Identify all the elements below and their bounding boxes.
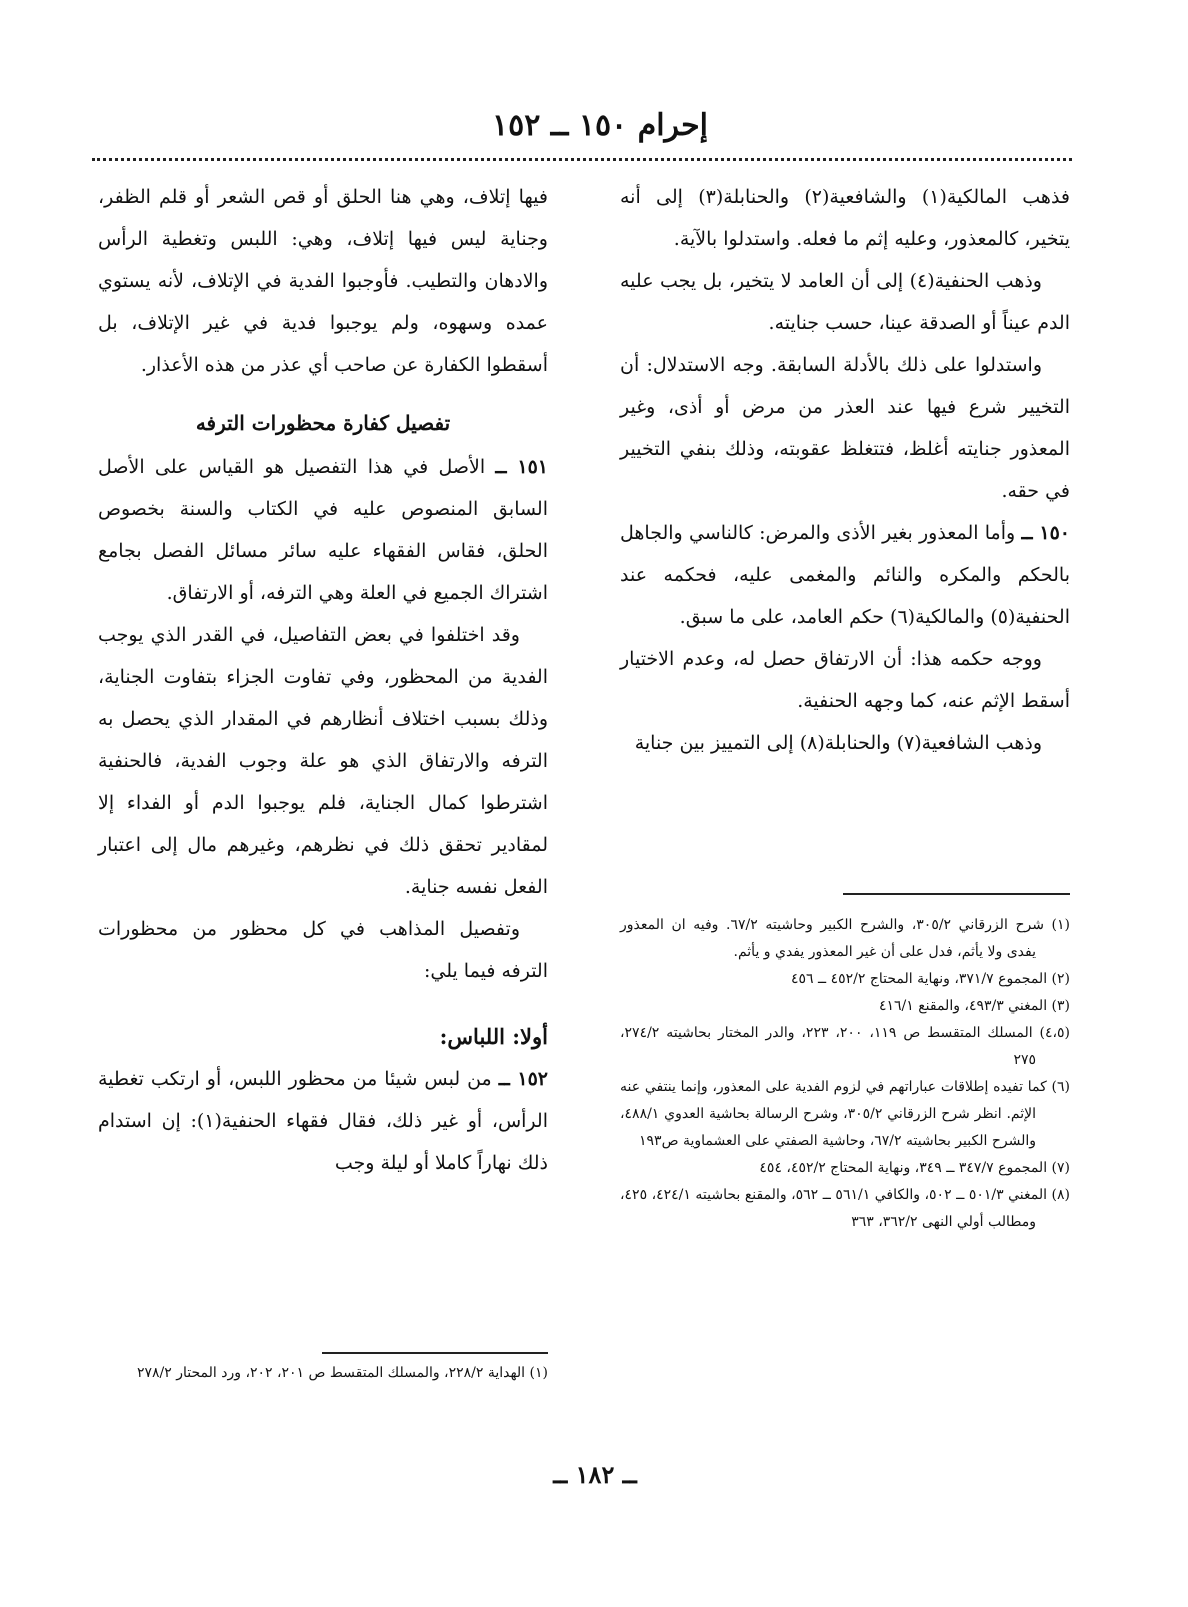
header-dotted-rule <box>92 158 1072 161</box>
footnotes-right <box>620 912 1070 1236</box>
section-number: ١٥١ ــ <box>495 456 548 478</box>
footnote: (٤،٥) المسلك المتقسط ص ١١٩، ٢٠٠، ٢٢٣، والدر المختار بحاشيته ٢٧٤/٢، ٢٧٥ <box>620 1025 1070 1068</box>
section-heading: تفصيل كفارة محظورات الترفه <box>195 411 451 435</box>
paragraph: فذهب المالكية(١) والشافعية(٢) والحنابلة(٣) إلى أنه يتخير، كالمعذور، وعليه إثم ما فعله. واستدلوا بالآية. <box>620 186 1070 250</box>
section-text: وأما المعذور بغير الأذى والمرض: كالناسي والجاهل بالحكم والمكره والنائم والمغمى عليه، فحكمه عند الحنفية(٥) والمالكية(٦) حكم العامد، على ما سبق. <box>620 522 1070 628</box>
footnotes-left <box>98 1360 548 1387</box>
paragraph: وذهب الحنفية(٤) إلى أن العامد لا يتخير، بل يجب عليه الدم عيناً أو الصدقة عينا، حسب جنايته. <box>620 270 1070 334</box>
footnote-divider <box>322 1352 548 1354</box>
right-column <box>620 176 1070 764</box>
section-152 <box>98 1058 548 1184</box>
section-text: الأصل في هذا التفصيل هو القياس على الأصل السابق المنصوص عليه في الكتاب والسنة بخصوص الحلق، فقاس الفقهاء عليه سائر مسائل الفصل بجامع اشتراك الجميع في العلة وهي الترفه، أو الارتفاق. <box>98 456 548 604</box>
subsection-heading: أولا: اللباس: <box>439 1024 548 1049</box>
paragraph: وتفصيل المذاهب في كل محظور من محظورات الترفه فيما يلي: <box>98 918 548 982</box>
footnote-divider <box>843 893 1070 895</box>
section-number: ١٥٠ ــ <box>1021 522 1071 544</box>
footnote: (٨) المغني ٥٠١/٣ ــ ٥٠٢، والكافي ٥٦١/١ ــ ٥٦٢، والمقنع بحاشيته ٤٢٤/١، ٤٢٥، ومطالب أولي النهى ٣٦٢/٢، ٣٦٣ <box>620 1187 1071 1230</box>
left-column <box>98 176 548 1184</box>
paragraph: واستدلوا على ذلك بالأدلة السابقة. وجه الاستدلال: أن التخيير شرع فيها عند العذر من مرض أو أذى، وغير المعذور جنايته أغلظ، فتتغلظ عقوبته، وذلك بنفي التخيير في حقه. <box>620 354 1070 502</box>
section-150 <box>620 512 1070 638</box>
page-number: ــ ١٨٢ ــ <box>553 1460 637 1489</box>
footnote: (٣) المغني ٤٩٣/٣، والمقنع ٤١٦/١ <box>878 998 1070 1014</box>
footnote: (٦) كما تفيده إطلاقات عباراتهم في لزوم الفدية على المعذور، وإنما ينتفي عنه الإثم. انظر شرح الزرقاني ٣٠٥/٢، وشرح الرسالة بحاشية العدوي ٤٨٨/١، والشرح الكبير بحاشيته ٦٧/٢، وحاشية الصفتي على العشماوية ص١٩٣ <box>620 1079 1070 1149</box>
footnote: (١) شرح الزرقاني ٣٠٥/٢، والشرح الكبير وحاشيته ٦٧/٢. وفيه ان المعذور يفدى ولا يأثم، فدل على أن غير المعذور يفدي و يأثم. <box>620 917 1070 960</box>
paragraph: ووجه حكمه هذا: أن الارتفاق حصل له، وعدم الاختيار أسقط الإثم عنه، كما وجهه الحنفية. <box>620 648 1070 712</box>
paragraph: وذهب الشافعية(٧) والحنابلة(٨) إلى التمييز بين جناية <box>634 732 1042 754</box>
page-header: إحرام ١٥٠ ــ ١٥٢ <box>492 108 708 143</box>
paragraph: فيها إتلاف، وهي هنا الحلق أو قص الشعر أو قلم الظفر، وجناية ليس فيها إتلاف، وهي: اللبس وتغطية الرأس والادهان والتطيب. فأوجبوا الفدية في الإتلاف، لأنه يستوي عمده وسهوه، ولم يوجبوا فدية في غير الإتلاف، بل أسقطوا الكفارة عن صاحب أي عذر من هذه الأعذار. <box>98 186 548 376</box>
section-number: ١٥٢ ــ <box>498 1068 548 1090</box>
section-text: من لبس شيئا من محظور اللبس، أو ارتكب تغطية الرأس، أو غير ذلك، فقال فقهاء الحنفية(١): إن استدام ذلك نهاراً كاملا أو ليلة وجب <box>98 1068 548 1174</box>
footnote: (٢) المجموع ٣٧١/٧، ونهاية المحتاج ٤٥٢/٢ ــ ٤٥٦ <box>790 971 1070 987</box>
footnote: (٧) المجموع ٣٤٧/٧ ــ ٣٤٩، ونهاية المحتاج ٤٥٢/٢، ٤٥٤ <box>759 1160 1070 1176</box>
section-151 <box>98 446 548 614</box>
footnote: (١) الهداية ٢٢٨/٢، والمسلك المتقسط ص ٢٠١، ٢٠٢، ورد المحتار ٢٧٨/٢ <box>137 1365 548 1381</box>
paragraph: وقد اختلفوا في بعض التفاصيل، في القدر الذي يوجب الفدية من المحظور، وفي تفاوت الجزاء بتفاوت الجناية، وذلك بسبب اختلاف أنظارهم في المقدار الذي يحصل به الترفه والارتفاق الذي هو علة وجوب الفدية، فالحنفية اشترطوا كمال الجناية، فلم يوجبوا الدم أو الفداء إلا لمقادير تحقق ذلك في نظرهم، وغيرهم مال إلى اعتبار الفعل نفسه جناية. <box>98 624 548 898</box>
